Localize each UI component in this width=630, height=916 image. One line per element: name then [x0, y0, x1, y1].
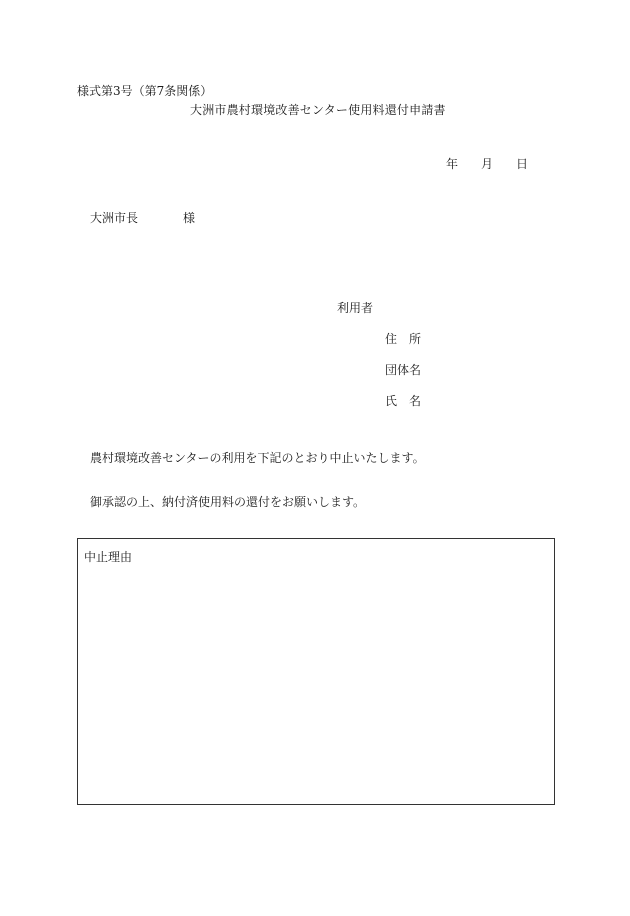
applicant-heading: 利用者: [337, 301, 374, 315]
date-day-label: 日: [516, 157, 529, 171]
date-year-label: 年: [446, 157, 459, 171]
addressee-honorific: 様: [183, 211, 196, 225]
addressee-name: 大洲市長: [90, 211, 139, 225]
body-text-line-1: 農村環境改善センターの利用を下記のとおり中止いたします。: [90, 451, 425, 465]
cancellation-reason-box: [77, 538, 555, 805]
body-text-line-2: 御承認の上、納付済使用料の還付をお願いします。: [90, 495, 366, 509]
address-label: 住所: [385, 332, 434, 346]
date-month-label: 月: [481, 157, 494, 171]
applicant-name-label: 氏名: [385, 394, 434, 408]
document-title: 大洲市農村環境改善センター使用料還付申請書: [190, 103, 446, 117]
form-number: 様式第3号（第7条関係）: [77, 84, 213, 98]
group-name-label: 団体名: [385, 363, 422, 377]
cancellation-reason-label: 中止理由: [84, 550, 133, 564]
